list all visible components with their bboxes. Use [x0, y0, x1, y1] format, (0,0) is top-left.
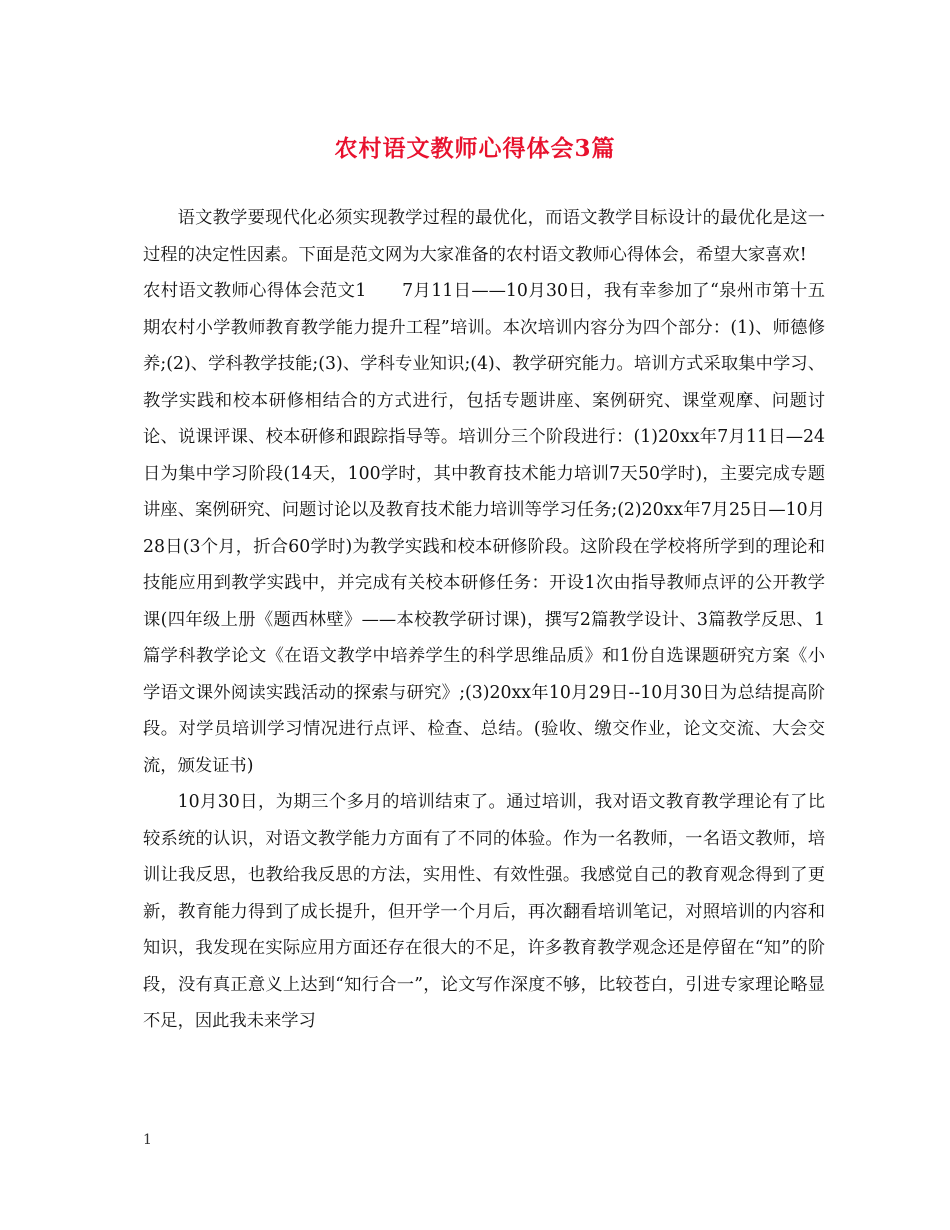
document-title: 农村语文教师心得体会3篇 [334, 135, 616, 162]
essay-1-paragraph: 农村语文教师心得体会范文1 7月11日——10月30日，我有幸参加了“泉州市第十五期农村小学教师教育教学能力提升工程”培训。本次培训内容分为四个部分：(1)、师德修养;(2)、学科教学技能;(3)、学科专业知识;(4)、教学研究能力。培训方式采取集中学习、教学实践和校本研修相结合的方式进行，包括专题讲座、案例研究、课堂观摩、问题讨论、说课评课、校本研修和跟踪指导等。培训分三个阶段进行：(1)20xx年7月11日—24日为集中学习阶段(14天，100学时，其中教育技术能力培训7天50学时)，主要完成专题讲座、案例研究、问题讨论以及教育技术能力培训等学习任务;(2)20xx年7月25日—10月28日(3个月，折合60学时)为教学实践和校本研修阶段。这阶段在学校将所学到的理论和技能应用到教学实践中，并完成有关校本研修任务：开设1次由指导教师点评的公开教学课(四年级上册《题西林壁》——本校教学研讨课)，撰写2篇教学设计、3篇教学反思、1篇学科教学论文《在语文教学中培养学生的科学思维品质》和1份自选课题研究方案《小学语文课外阅读实践活动的探索与研究》;(3)20xx年10月29日--10月30日为总结提高阶段。对学员培训学习情况进行点评、检查、总结。(验收、缴交作业，论文交流、大会交流，颁发证书) [143, 281, 825, 776]
reflection-paragraph: 10月30日，为期三个多月的培训结束了。通过培训，我对语文教育教学理论有了比较系统的认识，对语文教学能力方面有了不同的体验。作为一名教师，一名语文教师，培训让我反思，也教给我反思的方法，实用性、有效性强。我感觉自己的教育观念得到了更新，教育能力得到了成长提升，但开学一个月后，再次翻看培训笔记，对照培训的内容和知识，我发现在实际应用方面还存在很大的不足，许多教育教学观念还是停留在“知”的阶段，没有真正意义上达到“知行合一”，论文写作深度不够，比较苍白，引进专家理论略显不足，因此我未来学习 [143, 792, 825, 1031]
page-number: 1 [143, 1132, 152, 1148]
document-body [143, 200, 825, 1040]
intro-paragraph: 语文教学要现代化必须实现教学过程的最优化，而语文教学目标设计的最优化是这一过程的决定性因素。下面是范文网为大家准备的农村语文教师心得体会，希望大家喜欢! [143, 208, 825, 265]
